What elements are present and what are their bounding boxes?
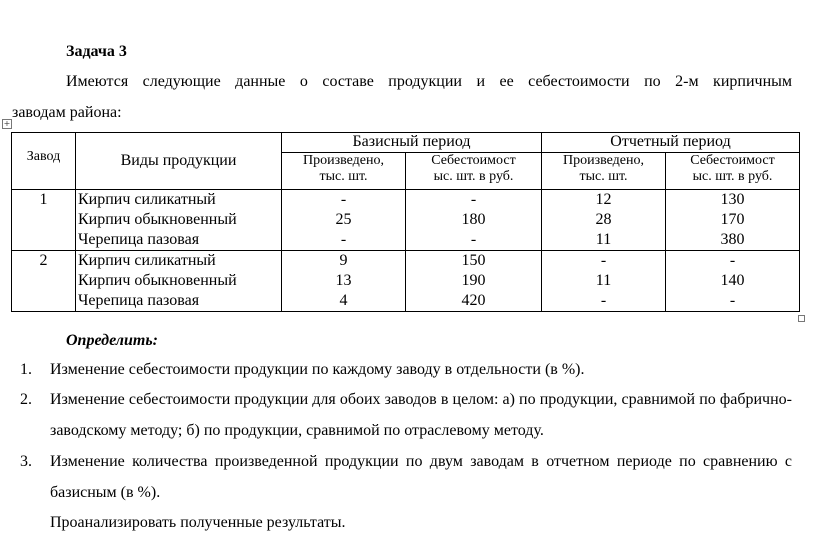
report-cost-values: - 140 -: [666, 251, 800, 312]
header-report-produced-line1: Произведено,: [562, 153, 645, 168]
base-produced-values: - 25 -: [282, 190, 406, 251]
production-table: [11, 132, 800, 312]
base-produced-values: 9 13 4: [282, 251, 406, 312]
base-cost-values: - 180 -: [406, 190, 542, 251]
header-report-produced-line2: тыс. шт.: [579, 169, 628, 184]
header-report-cost-line2: ыс. шт. в руб.: [692, 169, 773, 184]
header-base-cost-line2: ыс. шт. в руб.: [433, 169, 514, 184]
table-row-plant-1: [12, 190, 800, 251]
report-produced-values: - 11 -: [542, 251, 666, 312]
product-names: Кирпич силикатный Кирпич обыкновенный Черепица пазовая: [76, 251, 282, 312]
plant-number: 1: [12, 190, 76, 251]
header-base-period: Базисный период: [282, 133, 542, 153]
header-report-cost: [666, 153, 800, 190]
report-produced-values: 12 28 11: [542, 190, 666, 251]
header-report-cost-line1: Себестоимост: [690, 153, 775, 168]
list-item-2: Изменение себестоимости продукции для обоих заводов в целом: а) по продукции, сравнимой по фабрично-заводскому методу; б) по продукции, сравнимой по отраслевому методу.: [50, 391, 792, 439]
header-report-produced: [542, 153, 666, 190]
header-base-produced-line2: тыс. шт.: [319, 169, 368, 184]
table-resize-handle[interactable]: [798, 315, 805, 322]
base-cost-values: 150 190 420: [406, 251, 542, 312]
table-row-plant-2: [12, 251, 800, 312]
header-base-cost-line1: Себестоимост: [431, 153, 516, 168]
list-number-1: 1.: [20, 361, 32, 378]
header-base-cost: [406, 153, 542, 190]
product-names: Кирпич силикатный Кирпич обыкновенный Черепица пазовая: [76, 190, 282, 251]
closing-line: Проанализировать полученные результаты.: [50, 514, 346, 531]
intro-line-1: Имеются следующие данные о составе продукции и ее себестоимости по 2-м кирпичным: [66, 73, 792, 90]
header-plant: Завод: [12, 133, 76, 190]
table-move-handle-icon[interactable]: +: [3, 119, 11, 128]
list-number-3: 3.: [20, 453, 32, 470]
intro-line-2: заводам района:: [12, 104, 122, 121]
header-base-produced: [282, 153, 406, 190]
list-item-1: Изменение себестоимости продукции по каждому заводу в отдельности (в %).: [50, 361, 585, 378]
task-title: Задача 3: [66, 43, 127, 60]
list-number-2: 2.: [20, 391, 32, 408]
header-row-periods: [12, 133, 800, 153]
plant-number: 2: [12, 251, 76, 312]
header-product: Виды продукции: [76, 133, 282, 190]
report-cost-values: 130 170 380: [666, 190, 800, 251]
define-heading: Определить:: [66, 332, 158, 349]
header-base-produced-line1: Произведено,: [302, 153, 385, 168]
list-item-3: Изменение количества произведенной продукции по двум заводам в отчетном периоде по сравнению с базисным (в %).: [50, 453, 792, 501]
header-report-period: Отчетный период: [542, 133, 800, 153]
